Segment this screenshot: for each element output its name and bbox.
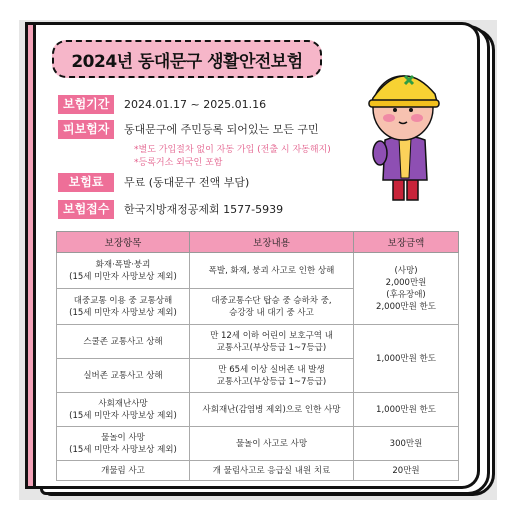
table-row	[57, 325, 459, 359]
info-row-premium	[58, 173, 249, 192]
info-value: 동대문구에 주민등록 되어있는 모든 구민	[124, 123, 319, 136]
coverage-table	[56, 231, 459, 481]
info-value: 무료 (동대문구 전액 부담)	[124, 176, 250, 189]
info-row-period	[58, 95, 266, 114]
coverage-item: 개물림 사고	[57, 461, 190, 481]
coverage-item: 사회재난사망 (15세 미만자 사망보상 제외)	[57, 393, 190, 427]
table-header-row	[57, 232, 459, 253]
coverage-content: 개 물림사고로 응급실 내원 치료	[190, 461, 354, 481]
table-row	[57, 253, 459, 289]
coverage-amount: 1,000만원 한도	[354, 393, 459, 427]
note-line: *등록거소 외국인 포함	[134, 158, 223, 168]
coverage-amount: 1,000만원 한도	[354, 325, 459, 393]
page-title: 2024년 동대문구 생활안전보험	[71, 51, 303, 72]
info-value: 2024.01.17 ~ 2025.01.16	[124, 98, 267, 111]
info-row-claims	[58, 200, 283, 219]
coverage-item: 실버존 교통사고 상해	[57, 359, 190, 393]
table-row	[57, 461, 459, 481]
coverage-content: 대중교통수단 탑승 중 승하차 중, 승강장 내 대기 중 사고	[190, 289, 354, 325]
coverage-amount: 300만원	[354, 427, 459, 461]
info-row-insured	[58, 120, 319, 139]
header-amount: 보장금액	[354, 232, 459, 253]
header-item: 보장항목	[57, 232, 190, 253]
info-label: 피보험자	[58, 120, 114, 139]
book-spine	[25, 22, 36, 489]
coverage-item: 스쿨존 교통사고 상해	[57, 325, 190, 359]
worker-character-illustration	[355, 58, 455, 208]
table-row	[57, 427, 459, 461]
header-content: 보장내용	[190, 232, 354, 253]
coverage-content: 폭발, 화재, 붕괴 사고로 인한 상해	[190, 253, 354, 289]
coverage-content: 사회재난(감염병 제외)으로 인한 사망	[190, 393, 354, 427]
coverage-amount: (사망) 2,000만원 (후유장애) 2,000만원 한도	[354, 253, 459, 325]
info-label: 보험접수	[58, 200, 114, 219]
coverage-amount: 20만원	[354, 461, 459, 481]
coverage-content: 만 65세 이상 실버존 내 발생 교통사고(부상등급 1~7등급)	[190, 359, 354, 393]
coverage-item: 물놀이 사망 (15세 미만자 사망보상 제외)	[57, 427, 190, 461]
info-value: 한국지방재정공제회 1577-5939	[124, 203, 284, 216]
coverage-content: 물놀이 사고로 사망	[190, 427, 354, 461]
title-banner	[52, 40, 322, 78]
note-line: *별도 가입절차 없이 자동 가입 (전출 시 자동해지)	[134, 145, 331, 155]
info-label: 보험료	[58, 173, 114, 192]
info-label: 보험기간	[58, 95, 114, 114]
coverage-content: 만 12세 이하 어린이 보호구역 내 교통사고(부상등급 1~7등급)	[190, 325, 354, 359]
coverage-item: 화재·폭발·붕괴 (15세 미만자 사망보상 제외)	[57, 253, 190, 289]
coverage-item: 대중교통 이용 중 교통상해 (15세 미만자 사망보상 제외)	[57, 289, 190, 325]
table-row	[57, 393, 459, 427]
